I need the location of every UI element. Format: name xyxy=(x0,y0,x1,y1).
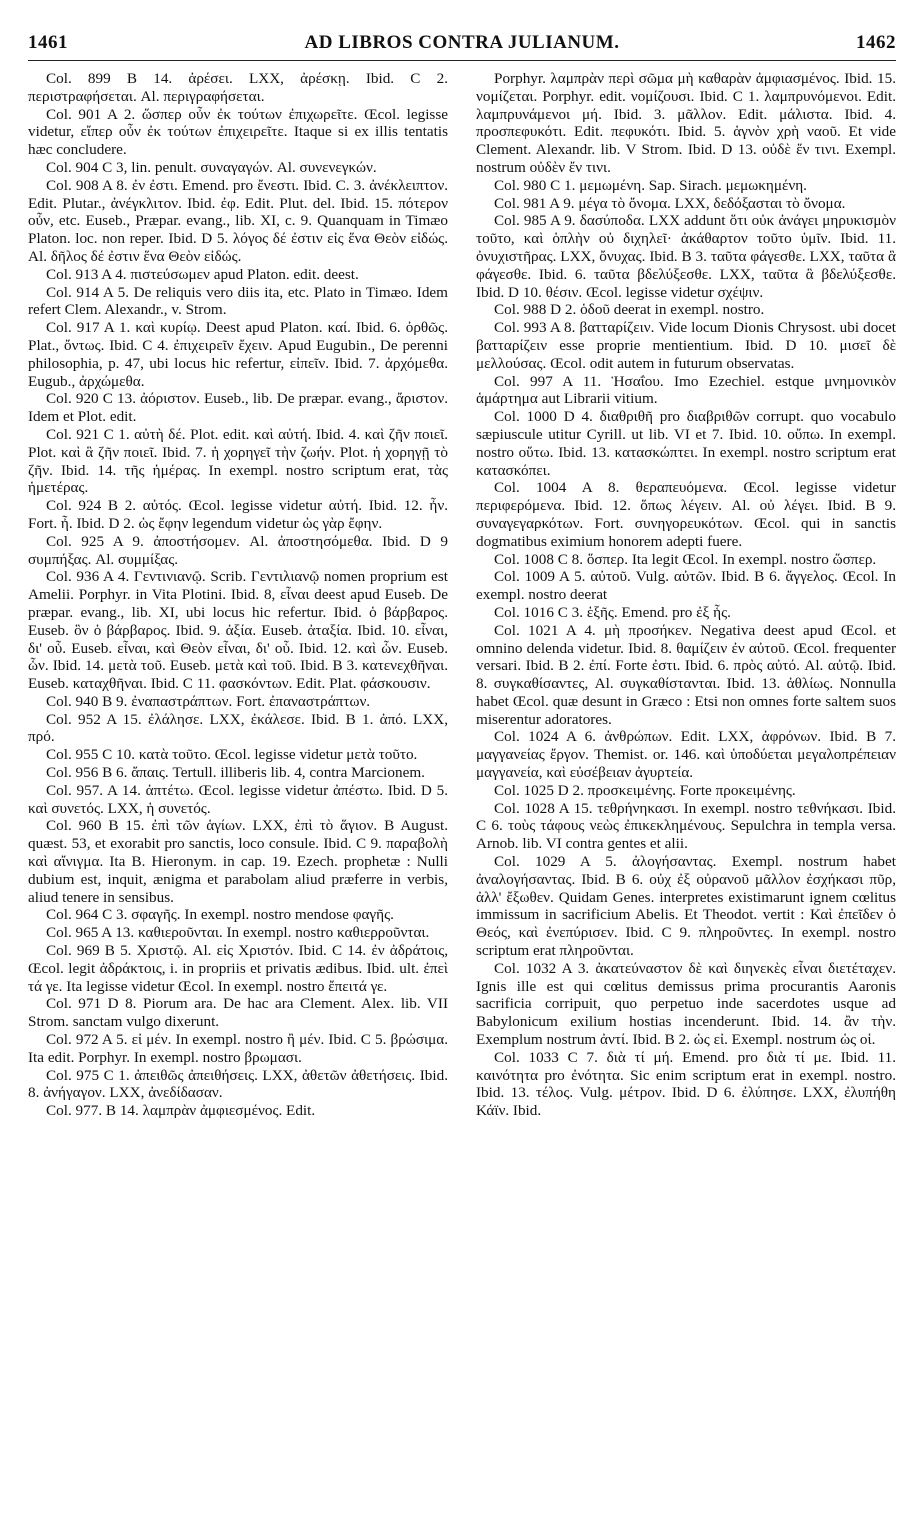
note-entry: Col. 1009 A 5. αὐτοῦ. Vulg. αὐτῶν. Ibid. B 6. ἄγγελος. Œcol. In exempl. nostro deerat xyxy=(476,568,896,604)
note-entry: Col. 1008 C 8. ὅσπερ. Ita legit Œcol. In exempl. nostro ὥσπερ. xyxy=(494,550,877,568)
note-entry: Col. 1016 C 3. ἑξῆς. Emend. pro ἐξ ἧς. xyxy=(494,603,731,621)
note-entry: Col. 964 C 3. σφαγῆς. In exempl. nostro mendose φαγῆς. xyxy=(46,906,394,924)
note-entry: Col. 960 B 15. ἐπὶ τῶν ἁγίων. LXX, ἐπὶ τὸ ἅγιον. B August. quæst. 53, et exorabit pro sanctis, loco consule. Ibid. C 9. παραβολὴ καὶ αἴνιγμα. Ita B. Hieronym. in cap. 19. Ezech. prophetæ : Nulli dubium est, inquit, ænigma et parabolam aliud præferre in verbis, aliud tenere in sensibus. xyxy=(28,817,448,906)
note-entry: Col. 952 A 15. ἐλάλησε. LXX, ἐκάλεσε. Ibid. B 1. ἀπό. LXX, πρό. xyxy=(28,710,448,746)
note-entry: Col. 1033 C 7. διὰ τί μή. Emend. pro διὰ τί με. Ibid. 11. καινότητα pro ἐνότητα. Sic enim scriptum erat in exempl. nostro. Ibid. 13. τέλος. Vulg. μέτρον. Ibid. D 6. ἐλύπησε. LXX, ἐλυπήθη Κάϊν. Ibid. xyxy=(476,1048,896,1120)
note-entry: Col. 957. A 14. ἀπτέτω. Œcol. legisse videtur ἀπέστω. Ibid. D 5. καὶ συνετός. LXX, ἡ συνετός. xyxy=(28,781,448,817)
note-entry: Col. 936 A 4. Γεντινιανῷ. Scrib. Γεντιλιανῷ nomen proprium est Amelii. Porphyr. in Vita Plotini. Ibid. 8, εἶναι deest apud Euseb. De præpar. evang., lib. XI, ubi locus hic refertur. Ibid. ὁ βάρβαρος. Euseb. ὃν ὁ βάρβαρος. Ibid. 9. ἀξία. Euseb. ἀταξία. Ibid. 10. εἶναι, δι' οὗ. Euseb. εἶναι, καὶ Θεὸν εἶναι, δι' οὗ. Ibid. 12. καὶ ὧν. Euseb. ὧν. Ibid. 14. μετὰ τοῦ. Euseb. μετὰ καὶ τοῦ. Ibid. B 3. κατενεχθῆναι. Euseb. καταχθῆναι. Ibid. C 11. φασκόντων. Edit. Plat. φάσκουσιν. xyxy=(28,568,448,693)
left-column xyxy=(28,70,448,1526)
note-entry: Col. 1021 A 4. μὴ προσήκεν. Negativa deest apud Œcol. et omnino delenda videtur. Ibid. 8. θαμίζειν ἐν αὐτοῦ. Œcol. frequenter versari. Ibid. B 2. ἐπί. Forte ἐστι. Ibid. 6. πρὸς αὐτό. Al. αὐτῷ. Ibid. 8. συγκαθίσαντες, Al. συγκαθίστανται. Ibid. 13. ἀθλίως. Nonnulla habet Œcol. quæ desunt in Græco : Etsi non omnes forte saltem suos miserentur adoratores. xyxy=(476,621,896,728)
note-entry: Col. 1032 A 3. ἀκατεύναστον δὲ καὶ διηνεκὲς εἶναι διετέταχεν. Ignis ille est qui cœlitus demissus prima procurantis Aaronis sacrificia corripuit, quo perpetuo inde sacerdotes usque ad Babylonicum exilium hostias incenderunt. Ibid. 14. ἂν τὴν. Exemplum nostrum ἀντί. Ibid. B 2. ὡς εἰ. Exempl. nostrum ὡς οἱ. xyxy=(476,959,896,1049)
note-entry: Col. 901 A 2. ὥσπερ οὖν ἐκ τούτων ἐπιχωρεῖτε. Œcol. legisse videtur, εἴπερ οὖν ἐκ τούτων ἐπιχειρεῖτε. Itaque si ex illis tentatis hæc concludere. xyxy=(28,105,448,159)
note-entry: Col. 920 C 13. ἀόριστον. Euseb., lib. De præpar. evang., ἄριστον. Idem et Plot. edit. xyxy=(28,390,448,426)
note-entry: Col. 993 A 8. βατταρίζειν. Vide locum Dionis Chrysost. ubi docet βατταρίζειν esse proprie mentientium. Ibid. D 10. μισεῖ δὲ μελλούσας. Œcol. odit autem in futurum observatas. xyxy=(476,319,896,372)
note-entry: Col. 988 D 2. ὁδοῦ deerat in exempl. nostro. xyxy=(494,301,765,319)
right-page-number: 1462 xyxy=(855,32,896,53)
note-entry: Col. 940 B 9. ἐναπαστράπτων. Fort. ἐπαναστράπτων. xyxy=(46,692,371,710)
note-entry: Col. 924 B 2. αὐτός. Œcol. legisse videtur αὐτή. Ibid. 12. ἦν. Fort. ἦ. Ibid. D 2. ὡς ἔφην legendum videtur ὡς γὰρ ἔφην. xyxy=(28,497,448,532)
note-entry: Col. 1024 A 6. ἀνθρώπων. Edit. LXX, ἀφρόνων. Ibid. B 7. μαγγανείας ἔργον. Themist. or. 146. καὶ ὑποδύεται μεγαλοπρέπειαν μαγγανεία, καὶ εὐσέβειαν ἀγυρτεία. xyxy=(476,728,896,782)
right-column xyxy=(476,70,896,1526)
note-entry: Col. 985 A 9. δασύποδα. LXX addunt ὅτι οὐκ ἀνάγει μηρυκισμὸν τοῦτο, καὶ ὁπλὴν οὐ διχηλεῖ· ἀκάθαρτον τοῦτο ὑμῖν. Ibid. 11. ὀνυχιστῆρας. LXX, ὄνυχας. Ibid. B 3. ταῦτα φάγεσθε. LXX, ταῦτα ἃ φάγεσθε. Ibid. 6. ταῦτα βδελύξεσθε. LXX, ταῦτα ἃ βδελύξεσθε. Ibid. D 10. θέσιν. Œcol. legisse videtur σχέψιν. xyxy=(476,212,896,301)
note-entry: Col. 1028 A 15. τεθρήνηκασι. In exempl. nostro τεθνήκασι. Ibid. C 6. τοὺς τάφους νεὼς ἐπικεκλημένους. Sepulchra in templa versa. Arnob. lib. VI contra gentes et alii. xyxy=(476,799,896,853)
note-entry: Col. 925 A 9. ἀποστήσομεν. Al. ἀποστησόμεθα. Ibid. D 9 συμπήξας. Al. συμμίξας. xyxy=(28,532,448,568)
left-page-number: 1461 xyxy=(28,32,68,53)
note-entry: Col. 971 D 8. Piorum ara. De hac ara Clement. Alex. lib. VII Strom. sanctam vulgo dixerunt. xyxy=(28,995,448,1031)
note-entry: Col. 997 A 11. Ἡσαΐου. Imo Ezechiel. estque μνημονικὸν ἁμάρτημα aut Librarii vitium. xyxy=(476,372,896,408)
header-rule xyxy=(28,60,896,61)
note-entry: Col. 1000 D 4. διαθριθῆ pro διαβριθῶν corrupt. quo vocabulo sæpiuscule utitur Cyrill. ut lib. VI et 7. Ibid. 10. οὔπω. In exempl. nostro οὕτω. Ibid. 13. κατασκώπτει. In exempl. nostro scriptum erat κατασκόπει. xyxy=(476,408,896,479)
note-entry: Col. 955 C 10. κατὰ τοῦτο. Œcol. legisse videtur μετὰ τοῦτο. xyxy=(46,746,418,764)
note-entry: Col. 1029 A 5. ἀλογήσαντας. Exempl. nostrum habet ἀναλογήσαντας. Ibid. B 6. οὐχ ἐξ οὐρανοῦ μᾶλλον ἐσχήκασι πῦρ, ἀλλ' ἔξωθεν. Quidam Genes. interpretes existimarunt ignem cœlitus immissum in sacrificium Abelis. Et Theodot. vertit : Καὶ ἐπεῖδεν ὁ Θεός, καὶ ἐνεπύρισεν. Ibid. C 9. πληροῦντες. In exempl. nostro scriptum erat πληροῦνται. xyxy=(476,853,896,960)
running-title: AD LIBROS CONTRA JULIANUM. xyxy=(304,32,620,53)
note-entry: Porphyr. λαμπρὰν περὶ σῶμα μὴ καθαρὰν ἀμφιασμένος. Ibid. 15. νομίζεται. Porphyr. edit. νομίζουσι. Ibid. C 1. λαμπρυνόμενοι. Edit. λαμπρυνάμενοι μή. Ibid. 3. μᾶλλον. Edit. μάλιστα. Ibid. 4. προσπεφυκότι. Edit. πεφυκότι. Ibid. 5. ἁγνὸν χρὴ ναοῦ. Et vide Clement. Alexandr. lib. V Strom. Ibid. D 13. οὐδὲ ἕν τινι. Exempl. nostrum οὐδὲν ἔν τινι. xyxy=(476,70,896,176)
note-entry: Col. 921 C 1. αὐτὴ δέ. Plot. edit. καὶ αὐτή. Ibid. 4. καὶ ζῆν ποιεῖ. Plot. καὶ ἃ ζῆν ποιεῖ. Ibid. 7. ἡ χορηγεῖ τὴν ζωήν. Plot. ἡ χορηγῇ τὸ ζῆν. Ibid. 14. τῆς ἡμέρας. In exempl. nostro scriptum erat, τὰς ἡμετέρας. xyxy=(28,425,448,497)
note-entry: Col. 977. B 14. λαμπρὰν ἀμφιεσμένος. Edit. xyxy=(46,1102,316,1120)
text-columns xyxy=(28,70,896,1526)
note-entry: Col. 914 A 5. De reliquis vero diis ita, etc. Plato in Timæo. Idem refert Clem. Alexandr., v. Strom. xyxy=(28,283,448,319)
note-entry: Col. 899 B 14. ἀρέσει. LXX, ἀρέσκῃ. Ibid. C 2. περιστραφήσεται. Al. περιγραφήσεται. xyxy=(28,70,448,105)
note-entry: Col. 1004 A 8. θεραπευόμενα. Œcol. legisse videtur περιφερόμενα. Ibid. 12. ὅπως λέγειν. Al. οὐ λέγει. Ibid. B 9. συναγεγαρκότων. Fort. συνηγορευκότων. Œcol. qui in sanctis dogmatibus eximium honorem adepti fuere. xyxy=(476,479,896,550)
note-entry: Col. 980 C 1. μεμωμένη. Sap. Sirach. μεμωκημένη. xyxy=(494,176,807,194)
note-entry: Col. 969 B 5. Χριστῷ. Al. εἰς Χριστόν. Ibid. C 14. ἐν ἀδράτοις, Œcol. legit ἀδράκτοις, i. in propriis et privatis ædibus. Ibid. ult. ἐπεὶ τά γε. Ita legisse videtur Œcol. In exempl. nostro ἔπειτά γε. xyxy=(28,942,448,995)
note-entry: Col. 904 C 3, lin. penult. συναγαγών. Al. συνενεγκών. xyxy=(46,158,377,176)
note-entry: Col. 972 A 5. εἰ μέν. In exempl. nostro ἢ μέν. Ibid. C 5. βρώσιμα. Ita edit. Porphyr. In exempl. nostro βρωμασι. xyxy=(28,1031,448,1066)
note-entry: Col. 908 A 8. ἐν ἐστι. Emend. pro ἔνεστι. Ibid. C. 3. ἀνέκλειπτον. Edit. Plutar., ἀνέγκλιτον. Ibid. ἐφ. Edit. Plut. del. Ibid. 15. πότερον οὖν, etc. Euseb., Præpar. evang., lib. XI, c. 9. Quanquam in Timæo Platon. loc. non reper. Ibid. D 5. λόγος δέ ἐστιν εἰς ἕνα Θεὸν εἰδώς. Al. δῆλος δέ ἐστιν ἕνα Θεὸν εἰδώς. xyxy=(28,176,448,265)
note-entry: Col. 913 A 4. πιστεύσωμεν apud Platon. edit. deest. xyxy=(46,265,359,283)
page-header xyxy=(28,30,896,56)
note-entry: Col. 1025 D 2. προσκειμένης. Forte προκειμένης. xyxy=(494,781,796,799)
note-entry: Col. 981 A 9. μέγα τὸ ὄνομα. LXX, δεδόξασται τὸ ὄνομα. xyxy=(494,194,846,212)
note-entry: Col. 917 A 1. καὶ κυρίῳ. Deest apud Platon. καί. Ibid. 6. ὀρθῶς. Plat., ὄντως. Ibid. C 4. ἐπιχειρεῖν ἔχειν. Apud Eugubin., De perenni philosophia, p. 47, ubi locus hic refertur, εἰπεῖν. Ibid. 7. ἀρχόμεθα. Eugub., ἀρχώμεθα. xyxy=(28,319,448,390)
note-entry: Col. 965 A 13. καθιεροῦνται. In exempl. nostro καθιερροῦνται. xyxy=(46,924,430,942)
note-entry: Col. 975 C 1. ἀπειθῶς ἀπειθήσεις. LXX, ἀθετῶν ἀθετήσεις. Ibid. 8. ἀνήγαγον. LXX, ἀνεδίδασαν. xyxy=(28,1066,448,1102)
note-entry: Col. 956 B 6. ἄπαις. Tertull. illiberis lib. 4, contra Marcionem. xyxy=(46,764,425,782)
